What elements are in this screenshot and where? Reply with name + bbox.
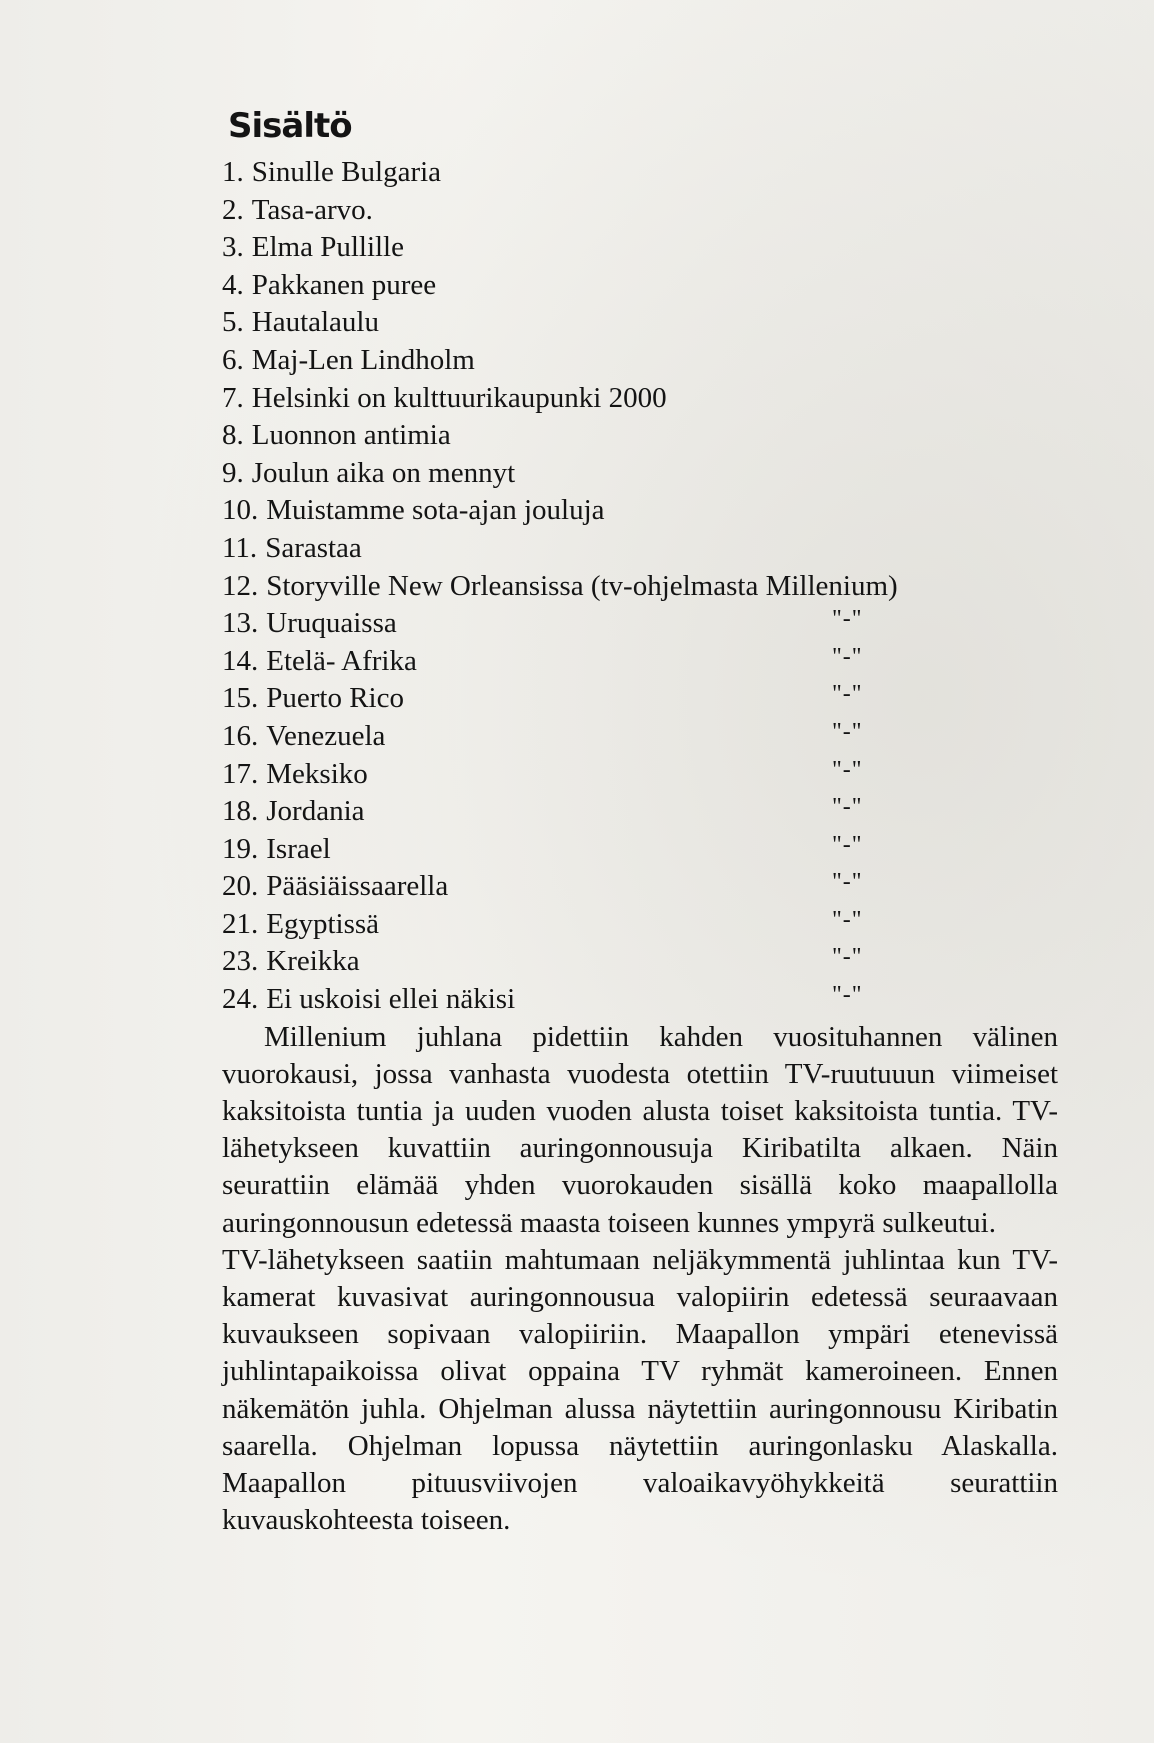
toc-item-ditto-mark: "-" <box>832 681 863 708</box>
toc-item-number: 13. <box>222 607 259 640</box>
toc-item-ditto-mark: "-" <box>832 718 863 745</box>
toc-item-title: Uruquaissa <box>266 607 397 640</box>
toc-item-ditto-mark: "-" <box>832 831 863 858</box>
toc-item-title: Israel <box>266 832 331 865</box>
toc-item-title: Kreikka <box>266 945 360 978</box>
toc-item-title: Ei uskoisi ellei näkisi <box>266 983 516 1016</box>
toc-item-number: 9. <box>222 456 244 489</box>
toc-item-number: 24. <box>222 983 259 1016</box>
toc-item <box>222 492 1082 530</box>
toc-item-number: 21. <box>222 907 259 940</box>
toc-item-number: 23. <box>222 945 259 978</box>
toc-item-title: Etelä- Afrika <box>266 644 417 677</box>
toc-item-number: 17. <box>222 757 259 790</box>
toc-item <box>222 568 1082 606</box>
toc-item-number: 16. <box>222 719 259 752</box>
toc-item-title: Jordania <box>266 795 365 828</box>
toc-item <box>222 906 1082 944</box>
contents-heading: Sisältö <box>228 106 352 146</box>
toc-item-number: 20. <box>222 870 259 903</box>
table-of-contents <box>222 154 1082 1019</box>
toc-item-ditto-mark: "-" <box>832 982 863 1009</box>
toc-item-number: 5. <box>222 306 244 339</box>
toc-item-title: Luonnon antimia <box>251 419 451 452</box>
document-content <box>222 104 1082 1540</box>
toc-item <box>222 605 1082 643</box>
paragraph-1: Millenium juhlana pidettiin kahden vuosituhannen välinen vuorokausi, jossa vanhasta vuodesta otettiin TV-ruutuuun viimeiset kaksitoista tuntia ja uuden vuoden alusta toiset kaksitoista tuntia. TV-lähetykseen kuvattiin auringonnousuja Kiribatilta alkaen. Näin seurattiin elämää yhden vuorokauden sisällä koko maapallolla auringonnousun edetessä maasta toiseen kunnes ympyrä sulkeutui. <box>222 1020 1058 1239</box>
toc-item-title: Pääsiäissaarella <box>266 870 449 903</box>
toc-item-ditto-mark: "-" <box>832 944 863 971</box>
toc-item-number: 7. <box>222 381 244 414</box>
toc-item-title: Sarastaa <box>265 531 362 564</box>
toc-item-number: 4. <box>222 268 244 301</box>
toc-item-title: Maj-Len Lindholm <box>251 343 475 376</box>
toc-item <box>222 680 1082 718</box>
toc-item-ditto-mark: "-" <box>832 756 863 783</box>
paragraph-2: TV-lähetykseen saatiin mahtumaan neljäkymmentä juhlintaa kun TV-kamerat kuvasivat auringonnousua valopiirin edetessä seuraavaan kuvaukseen sopivaan valopiiriin. Maapallon ympäri etenevissä juhlintapaikoissa olivat oppaina TV ryhmät kameroineen. Ennen näkemätön juhla. Ohjelman alussa näytettiin auringonnousu Kiribatin saarella. Ohjelman lopussa näytettiin auringonlasku Alaskalla. Maapallon pituusviivojen valoaikavyöhykkeitä seurattiin kuvauskohteesta toiseen. <box>222 1243 1058 1537</box>
toc-item-ditto-mark: "-" <box>832 606 863 633</box>
toc-item-title: Meksiko <box>266 757 368 790</box>
toc-item <box>222 868 1082 906</box>
toc-item-number: 8. <box>222 419 244 452</box>
toc-item-title: Egyptissä <box>266 907 380 940</box>
toc-item-number: 10. <box>222 494 259 527</box>
toc-item-ditto-mark: "-" <box>832 869 863 896</box>
toc-item <box>222 756 1082 794</box>
toc-item <box>222 981 1082 1019</box>
toc-item-title: Sinulle Bulgaria <box>251 156 442 188</box>
toc-item-title: Tasa-arvo. <box>251 193 373 226</box>
toc-item-title: Hautalaulu <box>251 306 379 339</box>
toc-item <box>222 643 1082 681</box>
toc-item-title: Helsinki on kulttuurikaupunki 2000 <box>251 381 667 414</box>
toc-item-number: 1. <box>222 156 244 188</box>
toc-item-title: Elma Pullille <box>251 231 404 264</box>
toc-item-title: Muistamme sota-ajan jouluja <box>266 494 605 527</box>
toc-item <box>222 342 1082 380</box>
toc-item <box>222 267 1082 305</box>
toc-item-title: Joulun aika on mennyt <box>251 456 516 489</box>
toc-item <box>222 229 1082 267</box>
toc-item <box>222 718 1082 756</box>
toc-item-title: Storyville New Orleansissa (tv-ohjelmasta Millenium) <box>266 569 898 602</box>
toc-item <box>222 154 1082 192</box>
toc-item <box>222 455 1082 493</box>
toc-item-ditto-mark: "-" <box>832 643 863 670</box>
toc-item <box>222 530 1082 568</box>
toc-item-number: 14. <box>222 644 259 677</box>
toc-item-number: 19. <box>222 832 259 865</box>
toc-item <box>222 943 1082 981</box>
toc-item-number: 3. <box>222 231 244 264</box>
toc-item-title: Puerto Rico <box>266 682 404 715</box>
toc-item-number: 11. <box>222 531 258 564</box>
toc-item-ditto-mark: "-" <box>832 906 863 933</box>
toc-item-title: Pakkanen puree <box>251 268 437 301</box>
toc-item <box>222 831 1082 869</box>
toc-item-title: Venezuela <box>266 719 386 752</box>
toc-item <box>222 793 1082 831</box>
toc-item <box>222 380 1082 418</box>
toc-item-number: 12. <box>222 569 259 602</box>
toc-item <box>222 192 1082 230</box>
toc-item <box>222 417 1082 455</box>
toc-item-ditto-mark: "-" <box>832 794 863 821</box>
toc-item <box>222 304 1082 342</box>
toc-item-number: 15. <box>222 682 259 715</box>
toc-item-number: 6. <box>222 343 244 376</box>
toc-item-number: 18. <box>222 795 259 828</box>
toc-item-number: 2. <box>222 193 244 226</box>
